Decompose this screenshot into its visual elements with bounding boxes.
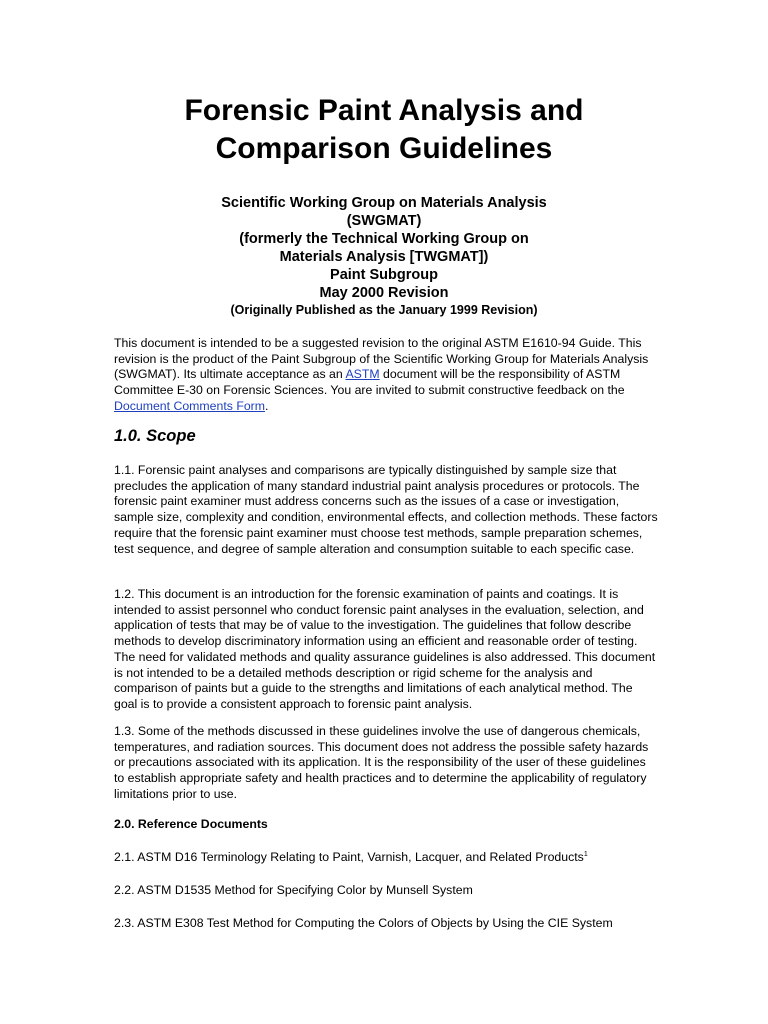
document-title [100,92,668,168]
subtitle-line-5: Paint Subgroup [330,267,438,283]
title-line-1: Forensic Paint Analysis and [184,94,584,127]
subtitle-line-2: (SWGMAT) [346,213,422,229]
subtitle-line-1: Scientific Working Group on Materials Analysis [221,195,547,211]
scope-paragraph-3: 1.3. Some of the methods discussed in these guidelines involve the use of dangerous chemicals, temperatures, and radiation sources. This document does not address the possible safety hazards or precautions associated with its application. It is the responsibility of the user of these guidelines to establish appropriate safety and health practices and to determine the applicability of regulatory limitations prior to use. [114,724,649,801]
subtitle-line-7: (Originally Published as the January 1999 Revision) [230,303,538,317]
document-subtitle [100,194,668,318]
subtitle-line-3: (formerly the Technical Working Group on [239,231,529,247]
astm-link[interactable]: ASTM [345,367,380,382]
subtitle-line-6: May 2000 Revision [319,285,449,301]
intro-text-2: document will be the responsibility of ASTM Committee E-30 on Forensic Sciences. You are invited to submit constructive feedback on the [114,367,625,398]
reference-item-2: 2.2. ASTM D1535 Method for Specifying Color by Munsell System [114,883,473,897]
intro-text-3: . [265,398,269,413]
section-heading-scope: 1.0. Scope [114,427,196,445]
scope-paragraph-2: 1.2. This document is an introduction for the forensic examination of paints and coatings. It is intended to assist personnel who conduct forensic paint analyses in the evaluation, selection, and application of tests that may be of value to the investigation. The guidelines that follow describe methods to develop discriminatory information using an efficient and reasonable order of testing. The need for validated methods and quality assurance guidelines is also addressed. This document is not intended to be a detailed methods description or rigid scheme for the analysis and comparison of paints but a guide to the strengths and limitations of each analytical method. The goal is to provide a consistent approach to forensic paint analysis. [114,587,656,711]
section-heading-reference-documents: 2.0. Reference Documents [114,817,268,831]
intro-text-1: This document is intended to be a suggested revision to the original ASTM E1610-94 Guide. This revision is the product of the Paint Subgroup of the Scientific Working Group for Materials Analysis (SWGMAT). Its ultimate acceptance as an [114,336,649,382]
intro-paragraph [114,336,659,415]
subtitle-line-4: Materials Analysis [TWGMAT]) [279,249,489,265]
reference-item-3: 2.3. ASTM E308 Test Method for Computing the Colors of Objects by Using the CIE System [114,916,613,930]
reference-item-1-text: 2.1. ASTM D16 Terminology Relating to Paint, Varnish, Lacquer, and Related Products [114,850,584,864]
footnote-marker: 1 [583,850,588,858]
scope-paragraph-1: 1.1. Forensic paint analyses and comparisons are typically distinguished by sample size that precludes the application of many standard industrial paint analysis procedures or protocols. The forensic paint examiner must address concerns such as the issues of a case or investigation, sample size, complexity and condition, environmental effects, and collection methods. These factors require that the forensic paint examiner must choose test methods, sample preparation schemes, test sequence, and degree of sample alteration and consumption suitable to each specific case. [114,463,658,556]
title-line-2: Comparison Guidelines [215,132,553,165]
document-comments-form-link[interactable]: Document Comments Form [114,398,266,413]
reference-item-1 [114,850,659,866]
